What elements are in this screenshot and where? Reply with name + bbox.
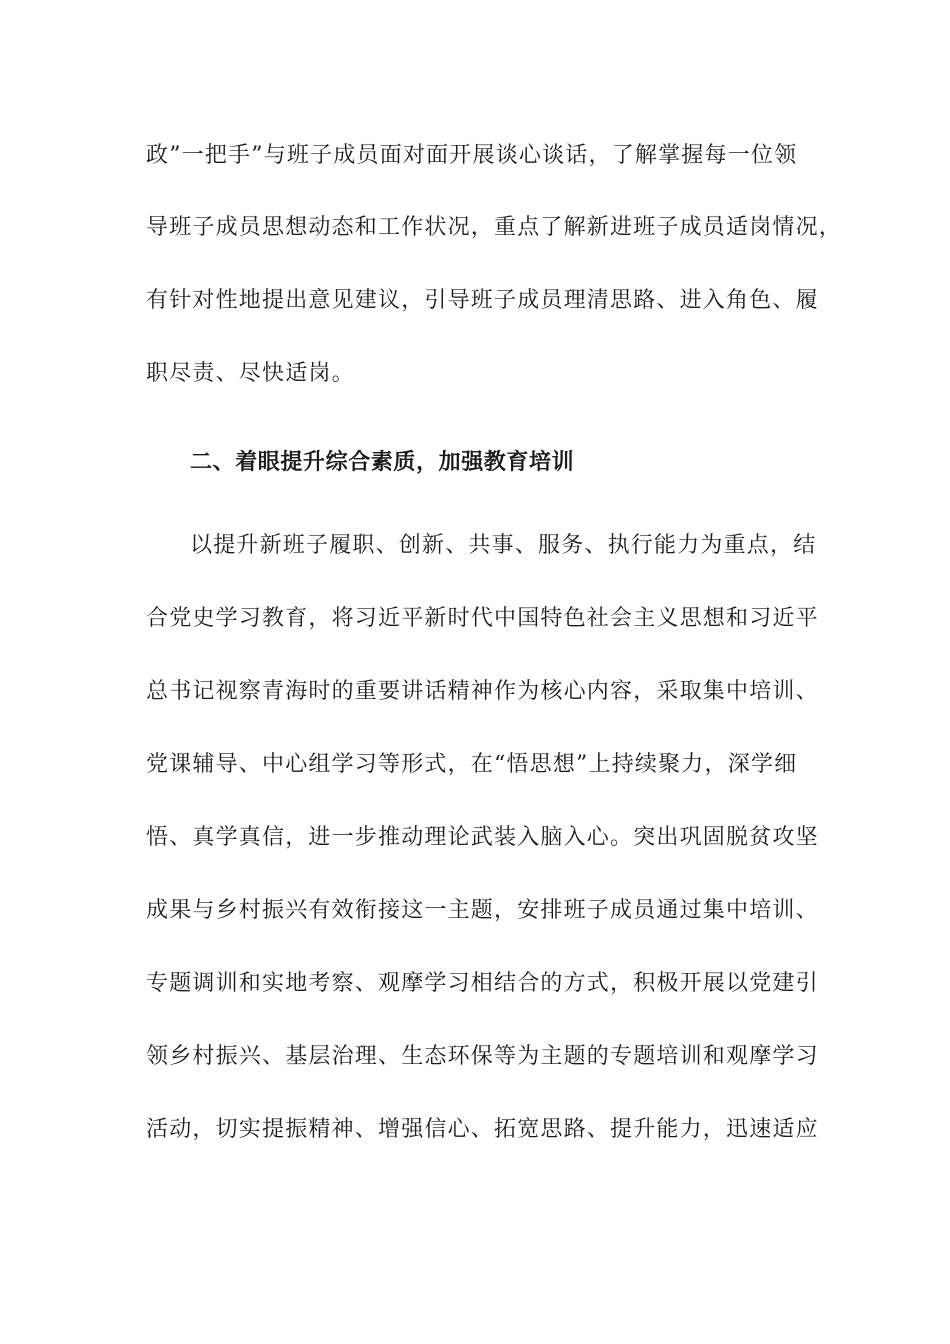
paragraph-2-line-2: 合党史学习教育，将习近平新时代中国特色社会主义思想和习近平 [146,606,819,631]
paragraph-1-line-2: 导班子成员思想动态和工作状况，重点了解新进班子成员适岗情况， [146,215,843,240]
paragraph-2-line-3: 总书记视察青海时的重要讲话精神作为核心内容，采取集中培训、 [146,679,819,704]
paragraph-2-line-7: 专题调训和实地考察、观摩学习相结合的方式，积极开展以党建引 [146,971,819,996]
paragraph-2-line-1: 以提升新班子履职、创新、共事、服务、执行能力为重点，结 [190,533,817,558]
paragraph-2-line-8: 领乡村振兴、基层治理、生态环保等为主题的专题培训和观摩学习 [146,1044,819,1069]
paragraph-1-line-1: 政”一把手”与班子成员面对面开展谈心谈话，了解掌握每一位领 [146,143,798,168]
paragraph-2-line-9: 活动，切实提振精神、增强信心、拓宽思路、提升能力，迅速适应 [146,1117,819,1142]
paragraph-1-line-3: 有针对性地提出意见建议，引导班子成员理清思路、进入角色、履 [146,288,819,313]
paragraph-1-line-4: 职尽责、尽快适岗。 [146,361,355,386]
paragraph-2-line-5: 悟、真学真信，进一步推动理论武装入脑入心。突出巩固脱贫攻坚 [146,825,819,850]
paragraph-2-line-4: 党课辅导、中心组学习等形式，在“悟思想”上持续聚力，深学细 [146,752,798,777]
paragraph-2-line-6: 成果与乡村振兴有效衔接这一主题，安排班子成员通过集中培训、 [146,898,819,923]
section-heading: 二、着眼提升综合素质，加强教育培训 [190,450,575,475]
